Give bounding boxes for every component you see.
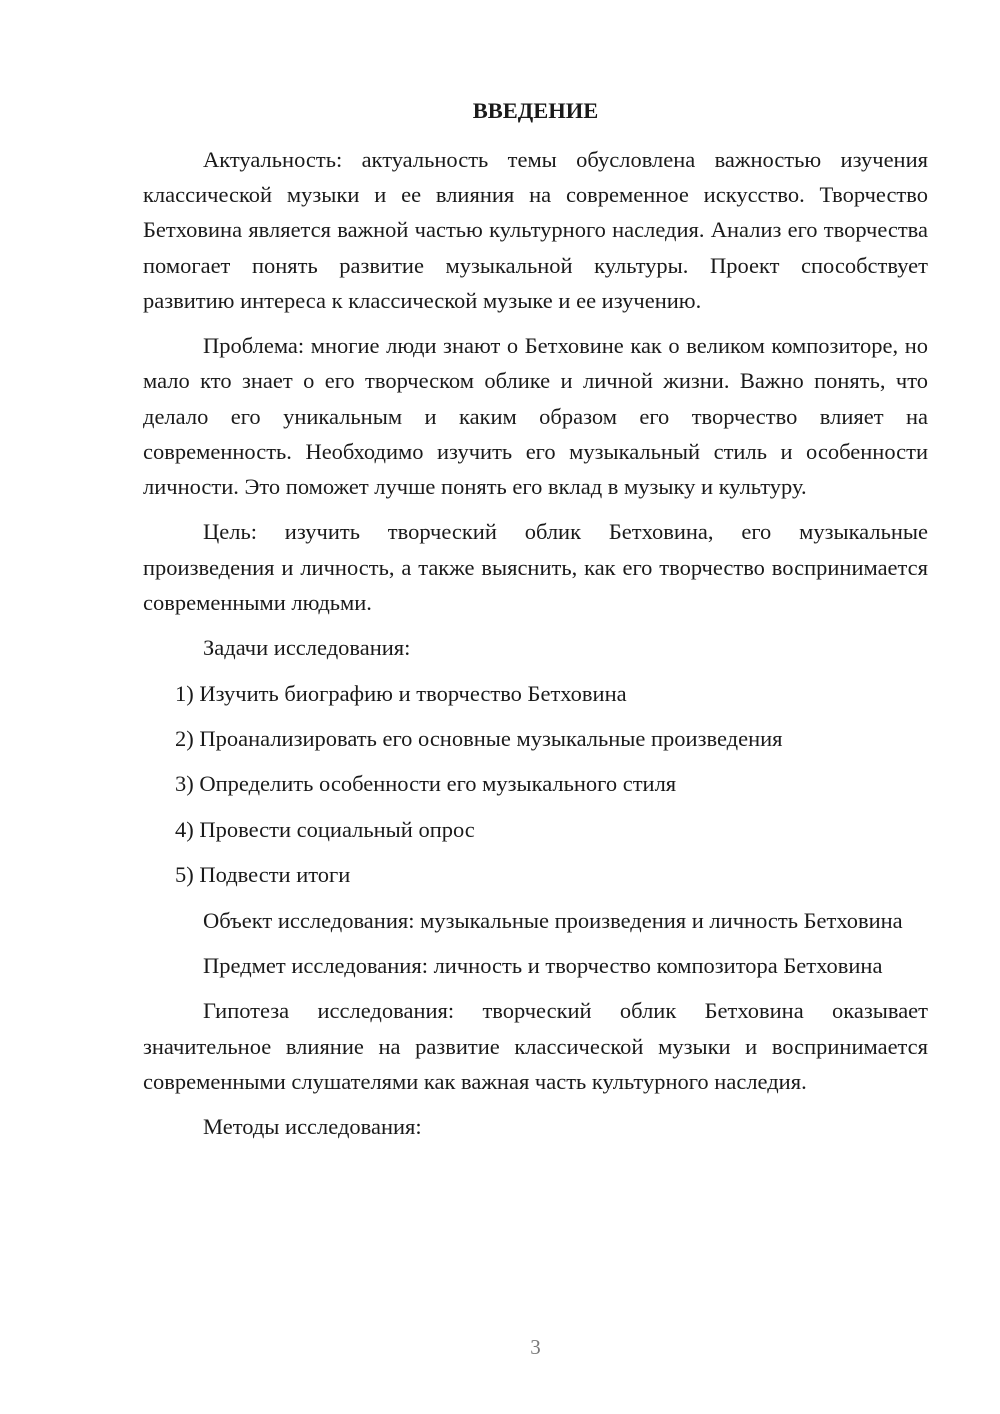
list-item: 2) Проанализировать его основные музыкальные произведения <box>175 725 783 751</box>
section-title: ВВЕДЕНИЕ <box>472 98 599 123</box>
object-paragraph: Объект исследования: музыкальные произведения и личность Бетховина <box>203 907 903 933</box>
hypothesis-paragraph: Гипотеза исследования: творческий облик Бетховина оказывает значительное влияние на развитие классической музыки и воспринимается современными слушателями как важная часть культурного наследия. <box>143 998 928 1094</box>
tasks-heading: Задачи исследования: <box>203 635 411 661</box>
methods-heading: Методы исследования: <box>203 1114 422 1140</box>
list-item: 4) Провести социальный опрос <box>175 816 475 842</box>
tasks-list <box>143 676 928 893</box>
document-body <box>143 142 928 1155</box>
goal-paragraph: Цель: изучить творческий облик Бетховина, его музыкальные произведения и личность, а также выяснить, как его творчество воспринимается современными людьми. <box>143 519 928 615</box>
problem-paragraph: Проблема: многие люди знают о Бетховине как о великом композиторе, но мало кто знает о его творческом облике и личной жизни. Важно понять, что делало его уникальным и каким образом его творчество влияет на современность. Необходимо изучить его музыкальный стиль и особенности личности. Это поможет лучше понять его вклад в музыку и культуру. <box>143 333 928 500</box>
list-item: 5) Подвести итоги <box>175 862 351 888</box>
relevance-paragraph: Актуальность: актуальность темы обусловлена важностью изучения классической музыки и ее влияния на современное искусство. Творчество Бетховина является важной частью культурного наследия. Анализ его творчества помогает понять развитие музыкальной культуры. Проект способствует развитию интереса к классической музыке и ее изучению. <box>143 147 928 313</box>
list-item: 3) Определить особенности его музыкального стиля <box>175 771 677 797</box>
subject-paragraph: Предмет исследования: личность и творчество композитора Бетховина <box>203 952 883 978</box>
list-item: 1) Изучить биографию и творчество Бетховина <box>175 680 627 706</box>
page-number: 3 <box>530 1335 541 1359</box>
document-page <box>143 0 928 1414</box>
